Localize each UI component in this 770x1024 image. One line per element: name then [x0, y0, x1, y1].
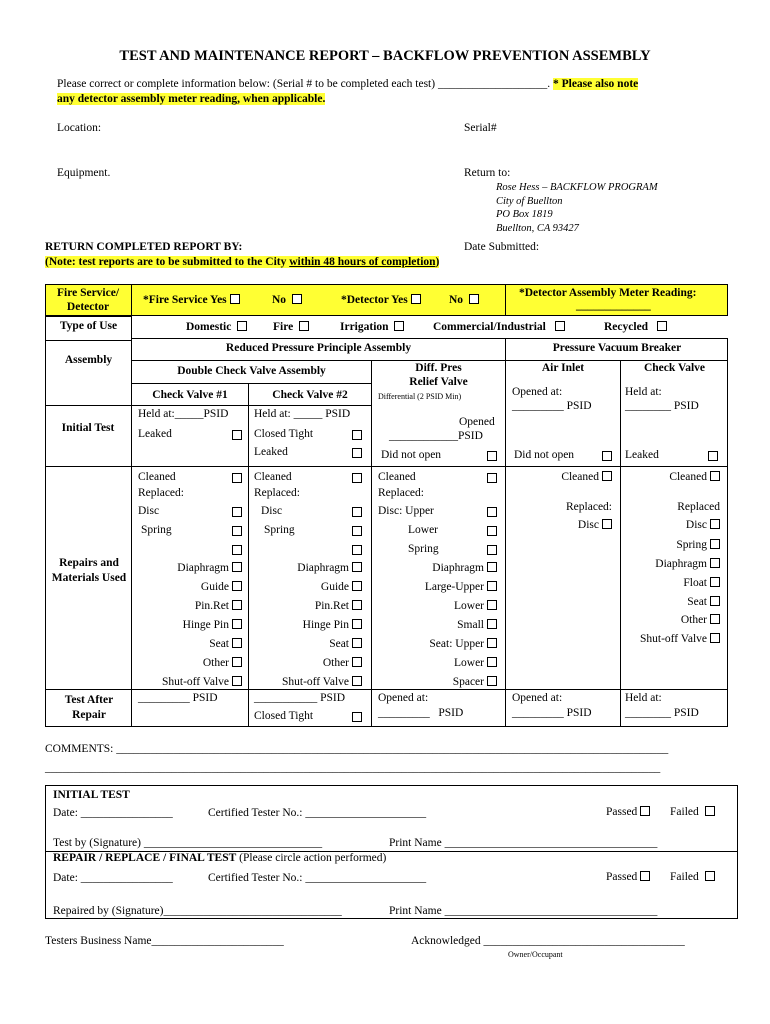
rv-cleaned-checkbox[interactable]	[487, 473, 497, 483]
psid-label: PSID	[438, 707, 464, 719]
fire-service-no	[272, 294, 302, 306]
seat-label: Seat	[687, 596, 707, 608]
cv2-closed-tight-checkbox[interactable]	[352, 430, 362, 440]
intro-note: * Please also note	[552, 78, 639, 90]
owner-occupant-label: Owner/Occupant	[508, 950, 563, 959]
other-label: Other	[680, 614, 707, 626]
cv2-seat-checkbox[interactable]	[352, 638, 362, 648]
initial-print-name[interactable]: Print Name _____________________________________	[389, 837, 658, 849]
spring-label: Spring	[676, 539, 707, 551]
note-suffix: )	[435, 256, 440, 268]
use-commercial	[433, 321, 565, 333]
cv2-pin-ret-checkbox[interactable]	[352, 600, 362, 610]
cv2-spring-checkbox[interactable]	[352, 526, 362, 536]
intro-text	[57, 78, 638, 90]
chk-other-checkbox[interactable]	[710, 614, 720, 624]
return-by-label: RETURN COMPLETED REPORT BY:	[45, 241, 243, 253]
shutoff-label: Shut-off Valve	[282, 676, 349, 688]
repair-section-title	[53, 852, 386, 864]
comments-line: ________________________________________________________________________________________________	[116, 743, 669, 755]
return-note	[45, 256, 439, 268]
lower-label: Lower	[453, 657, 484, 669]
lower-label: Lower	[408, 524, 439, 536]
ai-after-psid[interactable]: _________ PSID	[512, 707, 592, 719]
did-not-open-label: Did not open	[514, 449, 575, 461]
note-underlined: within 48 hours of completion	[289, 256, 436, 268]
guide-label: Guide	[200, 581, 229, 593]
use-recycled	[604, 321, 667, 333]
date-submitted-label: Date Submitted:	[464, 241, 540, 253]
rv-replaced: Replaced:	[378, 487, 424, 499]
cv1-pin-ret-checkbox[interactable]	[232, 600, 242, 610]
chk-held-at: Held at:	[625, 386, 662, 398]
rv-after-opened-field[interactable]	[378, 707, 463, 719]
rv-small-checkbox[interactable]	[487, 619, 497, 629]
page-title: TEST AND MAINTENANCE REPORT – BACKFLOW PREVENTION ASSEMBLY	[119, 48, 651, 64]
return-address-line: Rose Hess – BACKFLOW PROGRAM	[496, 182, 658, 193]
note-prefix: (Note: test reports are to be submitted to the City	[45, 256, 290, 268]
repair-passed-checkbox[interactable]	[640, 871, 650, 881]
irrigation-label: Irrigation	[340, 321, 389, 333]
did-not-open-label: Did not open	[381, 449, 442, 461]
cv2-leaked	[254, 446, 362, 458]
equipment-label: Equipment.	[57, 167, 111, 179]
hinge-pin-label: Hinge Pin	[302, 619, 349, 631]
cv1-replaced: Replaced:	[138, 487, 184, 499]
assembly-label: Assembly	[64, 354, 113, 366]
fire-service-question	[143, 294, 240, 306]
repair-title-note: (Please circle action performed)	[236, 852, 387, 864]
cv1-held-at[interactable]: Held at:_____PSID	[138, 408, 229, 420]
initial-tester-no-field[interactable]: Certified Tester No.: _____________________	[208, 807, 427, 819]
passed-label: Passed	[606, 806, 638, 818]
repair-failed-checkbox[interactable]	[705, 871, 715, 881]
testers-business-name[interactable]: Testers Business Name_______________________	[45, 935, 284, 947]
small-label: Small	[457, 619, 484, 631]
spring-label: Spring	[264, 524, 295, 536]
cv2-after-closed-tight-checkbox[interactable]	[352, 712, 362, 722]
fire-service-label: Fire Service/ Detector	[56, 287, 120, 313]
passed-label: Passed	[606, 871, 638, 883]
pvb-header: Pressure Vacuum Breaker	[552, 342, 682, 354]
failed-label: Failed	[670, 806, 699, 818]
repairs-label: Repairs and Materials Used	[51, 557, 127, 584]
cv2-other-checkbox[interactable]	[352, 657, 362, 667]
return-to-label: Return to:	[464, 167, 511, 179]
initial-date-field[interactable]: Date: ________________	[53, 807, 173, 819]
return-address-line: City of Buellton	[496, 195, 563, 207]
disc-label: Disc	[261, 505, 283, 517]
detector-yes: *Detector Yes	[341, 294, 408, 306]
cv1-other-checkbox[interactable]	[232, 657, 242, 667]
hinge-pin-label: Hinge Pin	[182, 619, 229, 631]
cv2-cleaned-checkbox[interactable]	[352, 473, 362, 483]
test-by-signature[interactable]: Test by (Signature) _______________________________	[53, 837, 323, 849]
opened-blank: _________	[378, 707, 430, 719]
rv-spring-checkbox[interactable]	[487, 545, 497, 555]
seat-label: Seat	[329, 638, 349, 650]
irrigation-checkbox[interactable]	[394, 321, 404, 331]
intro-line: Please correct or complete information below: (Serial # to be completed each test) ___________________.	[57, 78, 551, 90]
cv2-held-at[interactable]: Held at: _____ PSID	[254, 408, 351, 420]
chk-replaced: Replaced	[677, 501, 720, 513]
location-label: Location:	[57, 122, 102, 134]
leaked-label: Leaked	[254, 446, 288, 458]
check-valve-header: Check Valve	[643, 362, 706, 374]
chk-spring-checkbox[interactable]	[710, 539, 720, 549]
return-address-line: PO Box 1819	[496, 209, 553, 220]
ai-disc-checkbox[interactable]	[602, 519, 612, 529]
cv1-guide-checkbox[interactable]	[232, 581, 242, 591]
use-domestic	[186, 321, 247, 333]
cv2-closed-tight	[254, 428, 362, 440]
cv1-cleaned-checkbox[interactable]	[232, 473, 242, 483]
chk-seat-checkbox[interactable]	[710, 596, 720, 606]
differential-note: Differential (2 PSID Min)	[378, 392, 462, 401]
cv2-replaced: Replaced:	[254, 487, 300, 499]
disc-label: Disc	[577, 519, 599, 531]
initial-passed-checkbox[interactable]	[640, 806, 650, 816]
type-of-use-label: Type of Use	[59, 320, 118, 332]
fire-service-no-checkbox[interactable]	[292, 294, 302, 304]
cleaned-label: Cleaned	[561, 471, 599, 483]
large-upper-label: Large-Upper	[424, 581, 484, 593]
cv2-disc-checkbox[interactable]	[352, 507, 362, 517]
diff-pres-header: Diff. Pres	[415, 362, 462, 374]
chk-after-psid[interactable]: ________ PSID	[625, 707, 699, 719]
return-address-line: Buellton, CA 93427	[496, 222, 579, 234]
detector-yes-checkbox[interactable]	[411, 294, 421, 304]
repair-tester-no-field[interactable]: Certified Tester No.: _____________________	[208, 872, 427, 884]
rv-did-not-open-checkbox[interactable]	[487, 451, 497, 461]
meter-reading-field[interactable]: _____________	[576, 300, 651, 312]
cleaned-label: Cleaned	[669, 471, 707, 483]
spring-label: Spring	[141, 524, 172, 536]
use-fire	[273, 321, 309, 333]
no-label: No	[449, 294, 464, 306]
fire-checkbox[interactable]	[299, 321, 309, 331]
comments-label: COMMENTS:	[45, 743, 114, 755]
fire-service-yes-checkbox[interactable]	[230, 294, 240, 304]
cv1-spring-checkbox[interactable]	[232, 526, 242, 536]
float-label: Float	[683, 577, 707, 589]
cv2-guide-checkbox[interactable]	[352, 581, 362, 591]
rv-seat-lower-checkbox[interactable]	[487, 657, 497, 667]
label-column	[45, 316, 132, 727]
chk-float-checkbox[interactable]	[710, 577, 720, 587]
cv1-diaphragm-checkbox[interactable]	[232, 562, 242, 572]
ai-replaced: Replaced:	[566, 501, 612, 513]
failed-label: Failed	[670, 871, 699, 883]
ai-opened-psid[interactable]: _________ PSID	[512, 400, 592, 412]
diaphragm-label: Diaphragm	[177, 562, 229, 574]
rv-seat-upper-checkbox[interactable]	[487, 638, 497, 648]
commercial-label: Commercial/Industrial	[433, 321, 546, 333]
shutoff-label: Shut-off Valve	[640, 633, 707, 645]
disc-upper-label: Disc: Upper	[378, 505, 434, 517]
dcva-header: Double Check Valve Assembly	[177, 365, 326, 377]
domestic-label: Domestic	[186, 321, 232, 333]
comments-line-2[interactable]: ___________________________________________________________________________________________________________	[45, 762, 661, 774]
lower-label: Lower	[453, 600, 484, 612]
spacer-label: Spacer	[452, 676, 484, 688]
cv1-after-psid[interactable]: _________ PSID	[138, 692, 218, 704]
cv2-hinge-pin-checkbox[interactable]	[352, 619, 362, 629]
shutoff-label: Shut-off Valve	[162, 676, 229, 688]
cv2-leaked-checkbox[interactable]	[352, 448, 362, 458]
cv1-leaked-checkbox[interactable]	[232, 430, 242, 440]
initial-test-label: Initial Test	[61, 422, 115, 434]
recycled-label: Recycled	[604, 321, 649, 333]
rv-after-opened-at: Opened at:	[378, 692, 429, 704]
cleaned-label: Cleaned	[378, 471, 416, 483]
repair-date-field[interactable]: Date: ________________	[53, 872, 173, 884]
ai-did-not-open-checkbox[interactable]	[602, 451, 612, 461]
guide-label: Guide	[320, 581, 349, 593]
chk-diaphragm-checkbox[interactable]	[710, 558, 720, 568]
cv1-leaked	[138, 428, 242, 440]
comments-field[interactable]	[45, 743, 668, 755]
air-inlet-header: Air Inlet	[541, 362, 585, 374]
ai-after-opened-at: Opened at:	[512, 692, 563, 704]
ai-did-not-open	[514, 449, 612, 461]
rv-large-lower-checkbox[interactable]	[487, 600, 497, 610]
cv2-diaphragm-checkbox[interactable]	[352, 562, 362, 572]
rv-diaphragm-checkbox[interactable]	[487, 562, 497, 572]
cv1-seat-checkbox[interactable]	[232, 638, 242, 648]
rv-did-not-open	[381, 449, 497, 461]
fire-label: Fire	[273, 321, 294, 333]
rv-opened: Opened	[459, 416, 495, 428]
cv1-shutoff-checkbox[interactable]	[232, 676, 242, 686]
cv1-blank-checkbox[interactable]	[232, 545, 242, 555]
diaphragm-label: Diaphragm	[297, 562, 349, 574]
use-irrigation	[340, 321, 404, 333]
leaked-label: Leaked	[138, 428, 172, 440]
acknowledged-field[interactable]: Acknowledged ___________________________________	[411, 935, 685, 947]
seat-upper-label: Seat: Upper	[429, 638, 484, 650]
chk-after-held-at: Held at:	[625, 692, 662, 704]
serial-label: Serial#	[464, 122, 497, 134]
other-label: Other	[202, 657, 229, 669]
chk-held-psid[interactable]: ________ PSID	[625, 400, 699, 412]
disc-label: Disc	[685, 519, 707, 531]
ai-opened-at: Opened at:	[512, 386, 563, 398]
detector-no	[449, 294, 479, 306]
diaphragm-label: Diaphragm	[655, 558, 707, 570]
chk-leaked-checkbox[interactable]	[708, 451, 718, 461]
pin-ret-label: Pin.Ret	[314, 600, 349, 612]
test-after-label: Test After Repair	[64, 694, 114, 721]
rv-large-upper-checkbox[interactable]	[487, 581, 497, 591]
rv-disc-upper-checkbox[interactable]	[487, 507, 497, 517]
chk-leaked	[625, 449, 718, 461]
return-address	[496, 181, 658, 235]
meter-reading-label: *Detector Assembly Meter Reading:	[519, 287, 697, 299]
detector-no-checkbox[interactable]	[469, 294, 479, 304]
recycled-checkbox[interactable]	[657, 321, 667, 331]
domestic-checkbox[interactable]	[237, 321, 247, 331]
detector-question	[341, 294, 421, 306]
closed-tight-label: Closed Tight	[254, 710, 314, 722]
spring-label: Spring	[408, 543, 439, 555]
cv2-blank-checkbox[interactable]	[352, 545, 362, 555]
cleaned-label: Cleaned	[138, 471, 176, 483]
ai-cleaned-checkbox[interactable]	[602, 471, 612, 481]
repaired-by-signature[interactable]: Repaired by (Signature)_______________________________	[53, 905, 342, 917]
rv-spacer-checkbox[interactable]	[487, 676, 497, 686]
cleaned-label: Cleaned	[254, 471, 292, 483]
check-valve-2-header: Check Valve #2	[272, 389, 348, 401]
initial-failed-checkbox[interactable]	[705, 806, 715, 816]
closed-tight-label: Closed Tight	[254, 428, 314, 440]
repair-print-name[interactable]: Print Name _____________________________________	[389, 905, 658, 917]
fire-service-yes: *Fire Service Yes	[143, 294, 227, 306]
chk-shutoff-checkbox[interactable]	[710, 633, 720, 643]
check-valve-1-header: Check Valve #1	[152, 389, 228, 401]
cv1-hinge-pin-checkbox[interactable]	[232, 619, 242, 629]
rv-opened-psid[interactable]: ____________PSID	[389, 430, 483, 442]
cv1-disc-checkbox[interactable]	[232, 507, 242, 517]
chk-cleaned-checkbox[interactable]	[710, 471, 720, 481]
rp-assembly-header: Reduced Pressure Principle Assembly	[225, 342, 412, 354]
seat-label: Seat	[209, 638, 229, 650]
relief-valve-header: Relief Valve	[409, 376, 468, 388]
pin-ret-label: Pin.Ret	[194, 600, 229, 612]
other-label: Other	[322, 657, 349, 669]
initial-test-title: INITIAL TEST	[53, 789, 130, 801]
cv2-after-psid[interactable]: ___________ PSID	[254, 692, 346, 704]
rv-disc-lower-checkbox[interactable]	[487, 526, 497, 536]
disc-label: Disc	[138, 505, 160, 517]
intro-note-2: any detector assembly meter reading, when applicable.	[57, 93, 326, 105]
chk-disc-checkbox[interactable]	[710, 519, 720, 529]
no-label: No	[272, 294, 287, 306]
repair-title: REPAIR / REPLACE / FINAL TEST	[53, 852, 237, 864]
diaphragm-label: Diaphragm	[432, 562, 484, 574]
leaked-label: Leaked	[625, 449, 659, 461]
cv2-shutoff-checkbox[interactable]	[352, 676, 362, 686]
commercial-checkbox[interactable]	[555, 321, 565, 331]
